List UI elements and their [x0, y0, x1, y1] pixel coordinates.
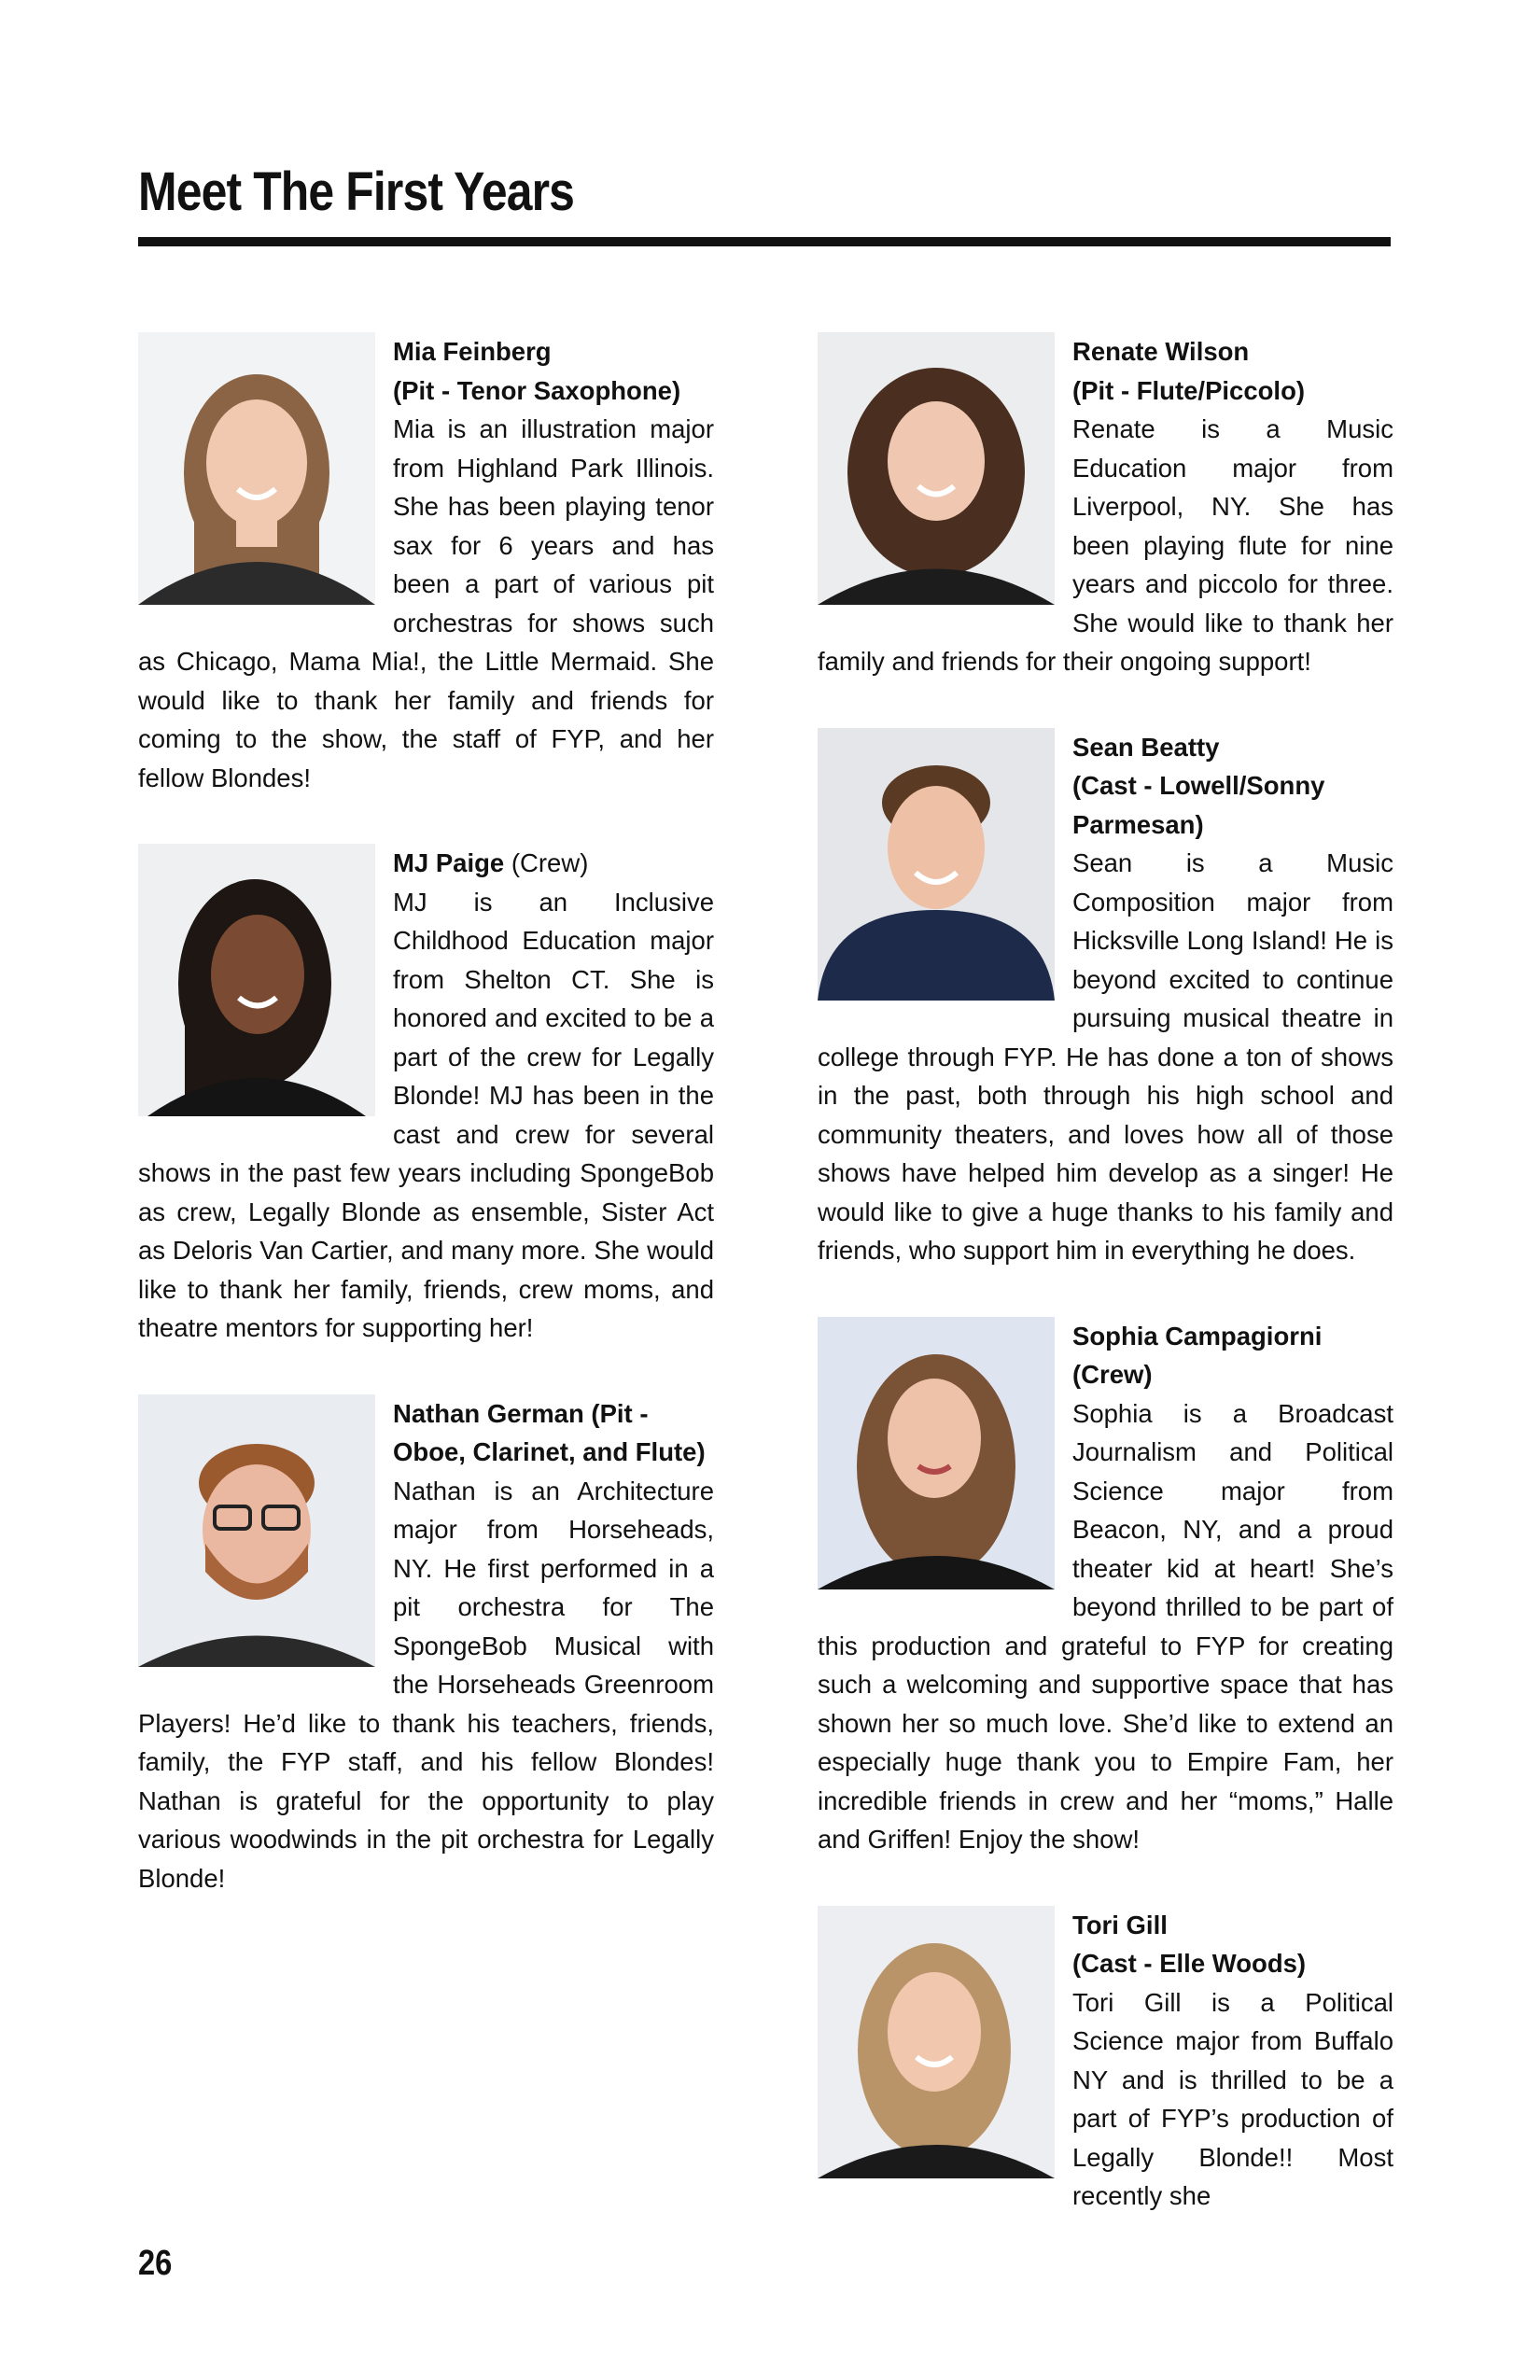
headshot-photo [818, 332, 1055, 605]
headshot-photo [138, 1394, 375, 1667]
headshot-photo [818, 728, 1055, 1001]
performer-bio: Tori Gill is a Political Science major from Buffalo NY and is thrilled to be a part of FYP’s production of Legally Blonde!! Most recently she [1072, 1987, 1393, 2210]
performer-name: Sean Beatty [1072, 732, 1220, 762]
performer-name: Renate Wilson [1072, 337, 1250, 366]
performer-name: Mia Feinberg [393, 337, 552, 366]
bio-sophia-campagiorni [818, 1317, 1393, 1859]
performer-role: (Cast - Elle Woods) [1072, 1949, 1307, 1978]
performer-bio: Renate is a Music Education major from Liverpool, NY. She has been playing flute for nine years and piccolo for three. She would like to thank her family and friends for their ongoing support! [818, 414, 1393, 676]
performer-role: (Pit - Flute/Piccolo) [1072, 375, 1306, 405]
performer-bio: Nathan is an Architecture major from Horseheads, NY. He first performed in a pit orchestra for The SpongeBob Musical with the Horseheads Greenroom Players! He’d like to thank his teachers, friends, family, the FYP staff, and his fellow Blondes! Nathan is grateful for the opportunity to play various woodwinds in the pit orchestra for Legally Blonde! [138, 1476, 714, 1893]
portrait-image [138, 844, 375, 1116]
performer-role: (Cast - Lowell/Sonny Parmesan) [1072, 771, 1325, 839]
portrait-image [138, 332, 375, 605]
performer-name: Nathan German (Pit - Oboe, Clarinet, and Flute) [393, 1398, 706, 1466]
portrait-image [818, 332, 1055, 605]
bio-renate-wilson [818, 332, 1393, 681]
performer-role: (Crew) [1072, 1360, 1153, 1389]
left-column [138, 332, 714, 1944]
performer-name: Tori Gill [1072, 1910, 1168, 1939]
portrait-image [818, 1906, 1055, 2178]
performer-bio: Sophia is a Broadcast Journalism and Political Science major from Beacon, NY, and a proud theater kid at heart! She’s beyond thrilled to be part of this production and grateful to FYP for creating such a welcoming and supportive space that has shown her so much love. She’d like to extend an especially huge thank you to Empire Fam, her incredible friends in crew and her “moms,” Halle and Griffen! Enjoy the show! [818, 1398, 1393, 1854]
title-rule [138, 237, 1391, 246]
bio-mia-feinberg [138, 332, 714, 797]
headshot-photo [138, 844, 375, 1116]
performer-bio: MJ is an Inclusive Childhood Education major from Shelton CT. She is honored and excited to be a part of the crew for Legally Blonde! MJ has been in the cast and crew for several shows in the past few years including SpongeBob as crew, Legally Blonde as ensemble, Sister Act as Deloris Van Cartier, and many more. She would like to thank her family, friends, crew moms, and theatre mentors for supporting her! [138, 887, 714, 1342]
performer-name: MJ Paige (Crew) [393, 848, 589, 877]
page-number: 26 [138, 2244, 173, 2283]
headshot-photo [818, 1906, 1055, 2178]
headshot-photo [818, 1317, 1055, 1589]
bio-sean-beatty [818, 728, 1393, 1270]
bio-nathan-german [138, 1394, 714, 1898]
performer-name: Sophia Campagiorni [1072, 1321, 1323, 1351]
portrait-image [818, 1317, 1055, 1589]
performer-role: (Crew) [504, 848, 589, 877]
performer-role: (Pit - Tenor Saxophone) [393, 375, 681, 405]
right-column [818, 332, 1393, 2262]
page-title: Meet The First Years [138, 161, 575, 222]
performer-role: (Pit - Oboe, Clarinet, and Flute) [393, 1398, 706, 1466]
performer-bio: Mia is an illustration major from Highland Park Illinois. She has been playing tenor sax for 6 years and has been a part of various pit orchestras for shows such as Chicago, Mama Mia!, the Little Mermaid. She would like to thank her family and friends for coming to the show, the staff of FYP, and her fellow Blondes! [138, 414, 714, 792]
headshot-photo [138, 332, 375, 605]
bio-mj-paige [138, 844, 714, 1348]
portrait-image [138, 1394, 375, 1667]
performer-bio: Sean is a Music Composition major from Hicksville Long Island! He is beyond excited to continue pursuing musical theatre in college through FYP. He has done a ton of shows in the past, both through his high school and community theaters, and loves how all of those shows have helped him develop as a singer! He would like to give a huge thanks to his family and friends, who support him in everything he does. [818, 848, 1393, 1265]
portrait-image [818, 728, 1055, 1001]
bio-tori-gill [818, 1906, 1393, 2216]
